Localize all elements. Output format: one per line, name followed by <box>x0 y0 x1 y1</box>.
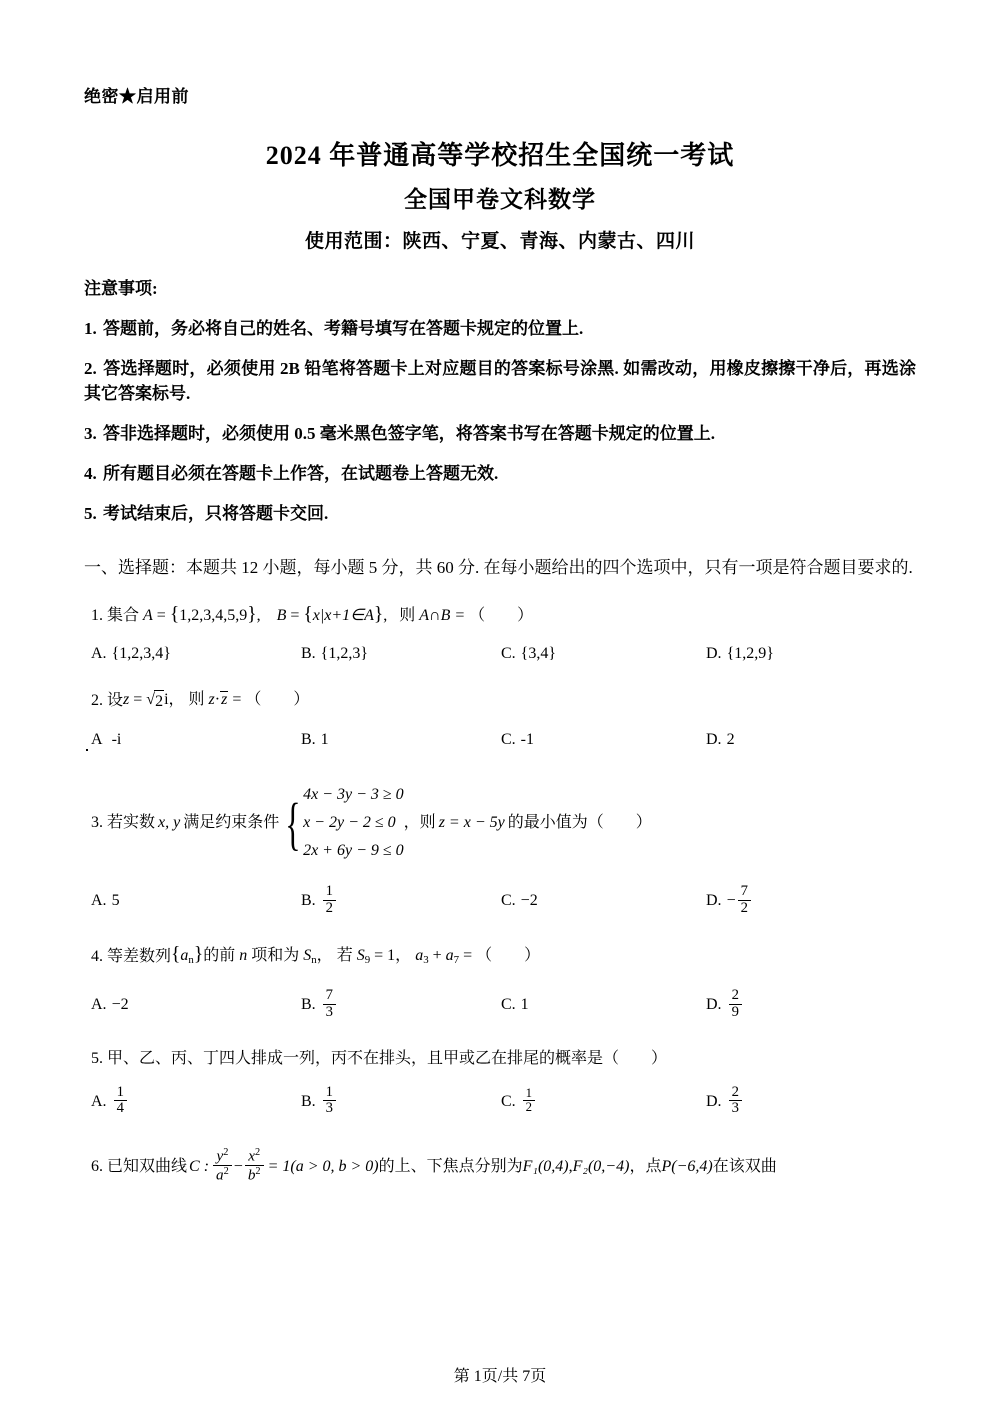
sequence-term: an <box>180 946 194 966</box>
set-a-symbol: A <box>143 607 153 624</box>
question-lead-3: 项和为 <box>251 946 300 964</box>
option-label: C. <box>501 645 516 662</box>
multiply-dot: · <box>214 691 221 708</box>
question-4 <box>84 944 916 971</box>
set-a-close-brace: } <box>247 604 257 625</box>
option-c[interactable] <box>501 1086 706 1119</box>
notice-number: 2. <box>84 359 97 378</box>
fraction-one-third: $\frac{1}{3}$ <box>323 1085 336 1118</box>
page-subtitle: 全国甲卷文科数学 <box>404 187 596 212</box>
option-value: -1 <box>520 731 534 748</box>
notice-number: 5. <box>84 504 97 523</box>
question-2-body <box>123 689 309 713</box>
page-content <box>84 0 916 1186</box>
option-label: A. <box>91 645 107 662</box>
option-c[interactable] <box>501 885 706 918</box>
option-label: D. <box>706 645 722 662</box>
imaginary-unit: i <box>164 691 169 708</box>
option-label: C. <box>501 892 516 910</box>
set-b-symbol: B <box>276 607 287 624</box>
question-lead-2: 的前 <box>203 946 236 964</box>
usage-scope: 使用范围：陕西、宁夏、青海、内蒙古、四川 <box>304 231 695 252</box>
option-c[interactable] <box>501 989 706 1022</box>
option-label: A. <box>91 892 107 910</box>
option-b[interactable] <box>301 1083 501 1119</box>
answer-parens: （ ） <box>476 946 541 964</box>
question-1 <box>84 604 916 627</box>
option-d[interactable] <box>706 1083 744 1119</box>
comma: ， <box>395 946 412 964</box>
variables-xy: x, y <box>158 814 181 831</box>
question-4-options <box>84 986 916 1022</box>
question-number: 1. <box>91 606 103 624</box>
conjugate-z: z <box>221 691 228 708</box>
intersection-expression: A∩B = <box>419 607 466 624</box>
equals-sign: = <box>133 691 143 708</box>
notice-text: 所有题目必须在答题卡上作答，在试题卷上答题无效. <box>103 464 499 483</box>
question-number: 6. <box>91 1157 103 1175</box>
option-label: C. <box>501 996 516 1014</box>
variable-z: z <box>123 691 130 708</box>
variable-z: z <box>208 691 215 708</box>
sequence-open-brace: { <box>171 943 181 965</box>
question-1-options <box>84 643 916 665</box>
option-value: {1,2,3} <box>320 645 369 662</box>
notice-item-2 <box>84 356 916 406</box>
minus-sign: − <box>726 892 736 910</box>
curve-label: C : <box>189 1157 210 1175</box>
focus-1: F₁(0,4) <box>522 1157 569 1175</box>
option-d[interactable] <box>706 643 774 665</box>
question-4-body <box>171 944 540 971</box>
set-b-close-brace: } <box>373 604 384 625</box>
notice-heading: 注意事项: <box>84 279 158 298</box>
equals-sign: = <box>290 607 300 624</box>
then-word: 则 <box>399 607 416 624</box>
comma: ， <box>316 946 333 964</box>
sequence-close-brace: } <box>193 943 204 965</box>
question-lead: 等差数列 <box>107 948 172 966</box>
stray-period <box>86 749 88 751</box>
notice-text: 答选择题时，必须使用 2B 铅笔将答题卡上对应题目的答案标号涂黑. 如需改动，用橡皮擦擦干净后，再选涂其它答案标号. <box>84 359 916 403</box>
comma: , <box>568 1157 573 1175</box>
question-tail: 在该双曲 <box>712 1157 777 1175</box>
answer-parens: （ ） <box>603 1049 668 1067</box>
question-lead: 设 <box>107 692 124 709</box>
option-d[interactable] <box>706 885 753 918</box>
option-b[interactable] <box>301 885 501 918</box>
point-word: 点 <box>645 1157 662 1175</box>
option-label: A <box>91 731 103 748</box>
point-p: P(−6,4) <box>661 1157 713 1175</box>
question-lead-2: 满足约束条件 <box>183 814 280 831</box>
comma: ， <box>629 1157 646 1175</box>
question-5-options <box>84 1083 916 1119</box>
comma: ， <box>168 691 185 708</box>
comma: ， <box>403 814 420 831</box>
fraction-two-thirds: $\frac{2}{3}$ <box>729 1085 742 1118</box>
hyperbola-equation-tail: = 1(a > 0, b > 0) <box>267 1157 379 1175</box>
option-label: D. <box>706 1092 722 1110</box>
equals-sign: = <box>232 691 242 708</box>
option-label: C. <box>501 731 516 748</box>
comma: , <box>256 607 261 624</box>
answer-parens: （ ） <box>469 607 534 624</box>
fraction-one-half: $\frac{1}{2}$ <box>323 884 336 917</box>
notice-text: 考试结束后，只将答题卡交回. <box>103 504 329 523</box>
fraction-two-ninths: $\frac{2}{9}$ <box>729 988 742 1021</box>
inequality-2: x − 2y − 2 ≤ 0 <box>303 814 396 831</box>
option-label: B. <box>301 731 316 748</box>
notice-number: 4. <box>84 464 97 483</box>
notice-text: 答非选择题时，必须使用 0.5 毫米黑色签字笔，将答案书写在答题卡规定的位置上. <box>103 424 715 443</box>
section-heading: 一、选择题：本题共 12 小题，每小题 5 分，共 60 分. 在每小题给出的四个选项中，只有一项是符合题目要求的. <box>84 558 913 577</box>
objective-function: z = x − 5y <box>438 814 505 831</box>
notice-item-3 <box>84 421 916 446</box>
option-a[interactable] <box>91 729 301 751</box>
notice-number: 1. <box>84 319 97 338</box>
option-value: 1 <box>320 731 329 748</box>
option-value: -i <box>111 731 122 748</box>
notice-text: 答题前，务必将自己的姓名、考籍号填写在答题卡规定的位置上. <box>103 319 584 338</box>
question-number: 4. <box>91 948 103 966</box>
radicand: 2 <box>154 690 164 713</box>
option-label: D. <box>706 892 722 910</box>
question-mid-text: 的上、下焦点分别为 <box>378 1157 523 1175</box>
notice-item-5 <box>84 501 916 526</box>
option-label: B. <box>301 645 316 662</box>
secret-label: 绝密★启用前 <box>84 87 189 106</box>
question-6 <box>84 1148 916 1185</box>
option-value: 5 <box>111 892 120 910</box>
set-b-open-brace: { <box>303 604 313 625</box>
answer-parens: （ ） <box>245 691 310 708</box>
option-label: C. <box>501 1092 516 1110</box>
option-b[interactable] <box>301 643 501 665</box>
question-number: 3. <box>91 814 103 831</box>
option-label: B. <box>301 1092 316 1110</box>
then-word: 则 <box>188 691 205 708</box>
option-b[interactable] <box>301 729 501 751</box>
equals-sign: = <box>156 607 166 624</box>
option-value: 1 <box>520 996 529 1014</box>
option-label: B. <box>301 996 316 1014</box>
inequality-1: 4x − 3y − 3 ≥ 0 <box>303 786 404 803</box>
question-lead: 集合 <box>107 606 140 624</box>
set-a-elements: 1,2,3,4,5,9 <box>179 607 248 624</box>
option-a[interactable] <box>91 1083 301 1119</box>
option-a[interactable] <box>91 643 301 665</box>
option-d[interactable] <box>706 986 744 1022</box>
page-footer: 第 1页/共 7页 <box>453 1368 547 1385</box>
option-label: A. <box>91 996 107 1014</box>
option-label: D. <box>706 731 722 748</box>
option-value: {1,2,9} <box>726 645 774 662</box>
question-2 <box>84 689 916 713</box>
question-5-text: 甲、乙、丙、丁四人排成一列，丙不在排头，且甲或乙在排尾的概率是 <box>107 1049 604 1067</box>
question-number: 5. <box>91 1049 103 1067</box>
page-title: 2024 年普通高等学校招生全国统一考试 <box>265 141 735 170</box>
question-1-body <box>143 604 533 627</box>
option-c[interactable] <box>501 729 706 751</box>
fraction-one-fourth: $\frac{1}{4}$ <box>114 1085 127 1118</box>
option-value: 2 <box>726 731 735 748</box>
fraction-seven-halves: $\frac{7}{2}$ <box>738 884 751 917</box>
constraint-system: { 4x − 3y − 3 ≥ 0 x − 2y − 2 ≤ 0 2x + 6y − 9 ≤ 0 <box>279 781 403 865</box>
terms-expression: a3 + a7 = <box>415 946 473 966</box>
question-3-options <box>84 885 916 918</box>
if-word: 若 <box>336 946 353 964</box>
option-label: A. <box>91 1092 107 1110</box>
notice-item-4 <box>84 461 916 486</box>
question-tail: 的最小值为 <box>507 814 588 831</box>
notice-number: 3. <box>84 424 97 443</box>
fraction-y2-a2: $\frac{y^2}{a^2}$ <box>213 1147 232 1184</box>
fraction-one-half: $\frac{1}{2}$ <box>523 1087 535 1116</box>
option-value: −2 <box>111 996 129 1014</box>
set-b-condition: x|x+1∈A <box>312 607 374 624</box>
option-c[interactable] <box>501 643 706 665</box>
option-a[interactable] <box>91 885 301 918</box>
notice-item-1 <box>84 316 916 341</box>
fraction-seven-thirds: $\frac{7}{3}$ <box>323 988 336 1021</box>
option-b[interactable] <box>301 986 501 1022</box>
option-value: −2 <box>520 892 538 910</box>
sum-condition: S9 = 1 <box>356 946 396 966</box>
question-3 <box>84 781 916 865</box>
option-value: {3,4} <box>520 645 557 662</box>
fraction-x2-b2: $\frac{x^2}{b^2}$ <box>245 1147 264 1184</box>
variable-n: n <box>239 946 248 964</box>
option-value: {1,2,3,4} <box>111 645 171 662</box>
inequality-3: 2x + 6y − 9 ≤ 0 <box>303 842 404 859</box>
question-lead: 若实数 <box>107 814 156 831</box>
option-d[interactable] <box>706 729 735 751</box>
inequality-list <box>303 781 404 865</box>
focus-2: F₂(0,−4) <box>572 1157 630 1175</box>
minus-sign: − <box>233 1157 243 1175</box>
option-a[interactable] <box>91 989 301 1022</box>
comma: , <box>383 607 388 624</box>
set-a-open-brace: { <box>169 604 180 625</box>
sum-symbol: Sn <box>303 946 317 966</box>
square-root: √ 2 <box>146 689 164 713</box>
then-word: 则 <box>419 814 436 831</box>
question-2-options <box>84 729 916 751</box>
option-label: B. <box>301 892 316 910</box>
question-lead: 已知双曲线 <box>107 1157 188 1175</box>
answer-parens: （ ） <box>587 814 652 831</box>
question-number: 2. <box>91 692 103 709</box>
option-label: D. <box>706 996 722 1014</box>
question-5 <box>84 1048 916 1070</box>
